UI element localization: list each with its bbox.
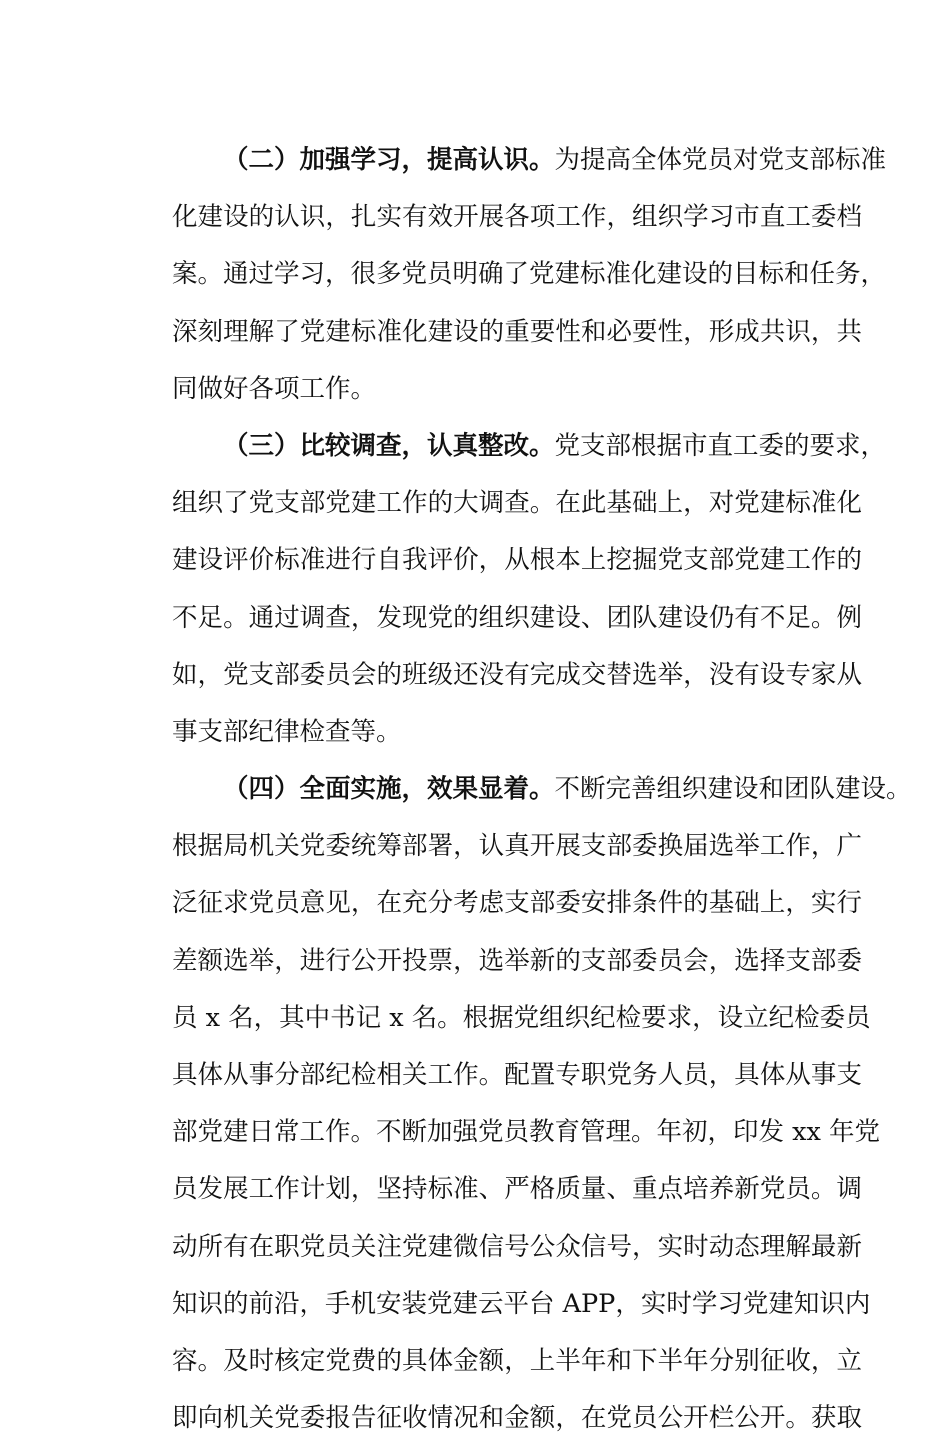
paragraph-4-line-10: 知识的前沿，手机安装党建云平台 APP，实时学习党建知识内 [172, 1288, 871, 1319]
paragraph-4-line-6: 具体从事分部纪检相关工作。配置专职党务人员，具体从事支 [172, 1060, 862, 1090]
paragraph-2-line-3: 案。通过学习，很多党员明确了党建标准化建设的目标和任务， [172, 259, 887, 290]
paragraph-3-line-6: 事支部纪律检查等。 [172, 716, 402, 747]
paragraph-3-text: 党支部根据市直工委的要求， [554, 430, 887, 461]
paragraph-3-line-3: 建设评价标准进行自我评价，从根本上挖掘党支部党建工作的 [172, 545, 862, 576]
paragraph-3-line-5: 如，党支部委员会的班级还没有完成交替选举，没有设专家从 [172, 659, 862, 690]
paragraph-4-line-12: 即向机关党委报告征收情况和金额，在党员公开栏公开。获取 [172, 1403, 862, 1434]
paragraph-3-heading: （三）比较调查，认真整改。 [223, 430, 555, 461]
paragraph-2-line-4: 深刻理解了党建标准化建设的重要性和必要性，形成共识，共 [172, 316, 862, 347]
paragraph-4-line-9: 动所有在职党员关注党建微信号公众信号，实时动态理解最新 [172, 1231, 862, 1262]
document-body [172, 132, 912, 1447]
paragraph-4-text: 不断完善组织建设和团队建设。 [554, 774, 912, 805]
paragraph-2-heading: （二）加强学习，提高认识。 [223, 145, 555, 175]
paragraph-2-line-5: 同做好各项工作。 [172, 373, 377, 404]
paragraph-2-line-2: 化建设的认识，扎实有效开展各项工作，组织学习市直工委档 [172, 202, 862, 233]
paragraph-2-text: 为提高全体党员对党支部标准 [554, 145, 887, 175]
paragraph-4-heading: （四）全面实施，效果显着。 [223, 774, 555, 805]
paragraph-4-line-5: 员 x 名，其中书记 x 名。根据党组织纪检要求，设立纪检委员 [172, 1002, 871, 1033]
paragraph-3-line-4: 不足。通过调查，发现党的组织建设、团队建设仍有不足。例 [172, 602, 862, 633]
paragraph-4-line-8: 员发展工作计划，坚持标准、严格质量、重点培养新党员。调 [172, 1174, 862, 1205]
paragraph-4-line-3: 泛征求党员意见，在充分考虑支部委安排条件的基础上，实行 [172, 888, 862, 919]
paragraph-4-line-4: 差额选举，进行公开投票，选举新的支部委员会，选择支部委 [172, 945, 862, 976]
paragraph-2-line-1 [172, 132, 887, 189]
paragraph-4-line-7: 部党建日常工作。不断加强党员教育管理。年初，印发 xx 年党 [172, 1117, 880, 1148]
paragraph-3-line-1 [172, 418, 887, 475]
paragraph-3-line-2: 组织了党支部党建工作的大调查。在此基础上，对党建标准化 [172, 488, 862, 519]
paragraph-4-line-2: 根据局机关党委统筹部署，认真开展支部委换届选举工作，广 [172, 831, 862, 862]
paragraph-4-line-1 [172, 761, 912, 818]
paragraph-4-line-11: 容。及时核定党费的具体金额，上半年和下半年分别征收，立 [172, 1345, 862, 1376]
